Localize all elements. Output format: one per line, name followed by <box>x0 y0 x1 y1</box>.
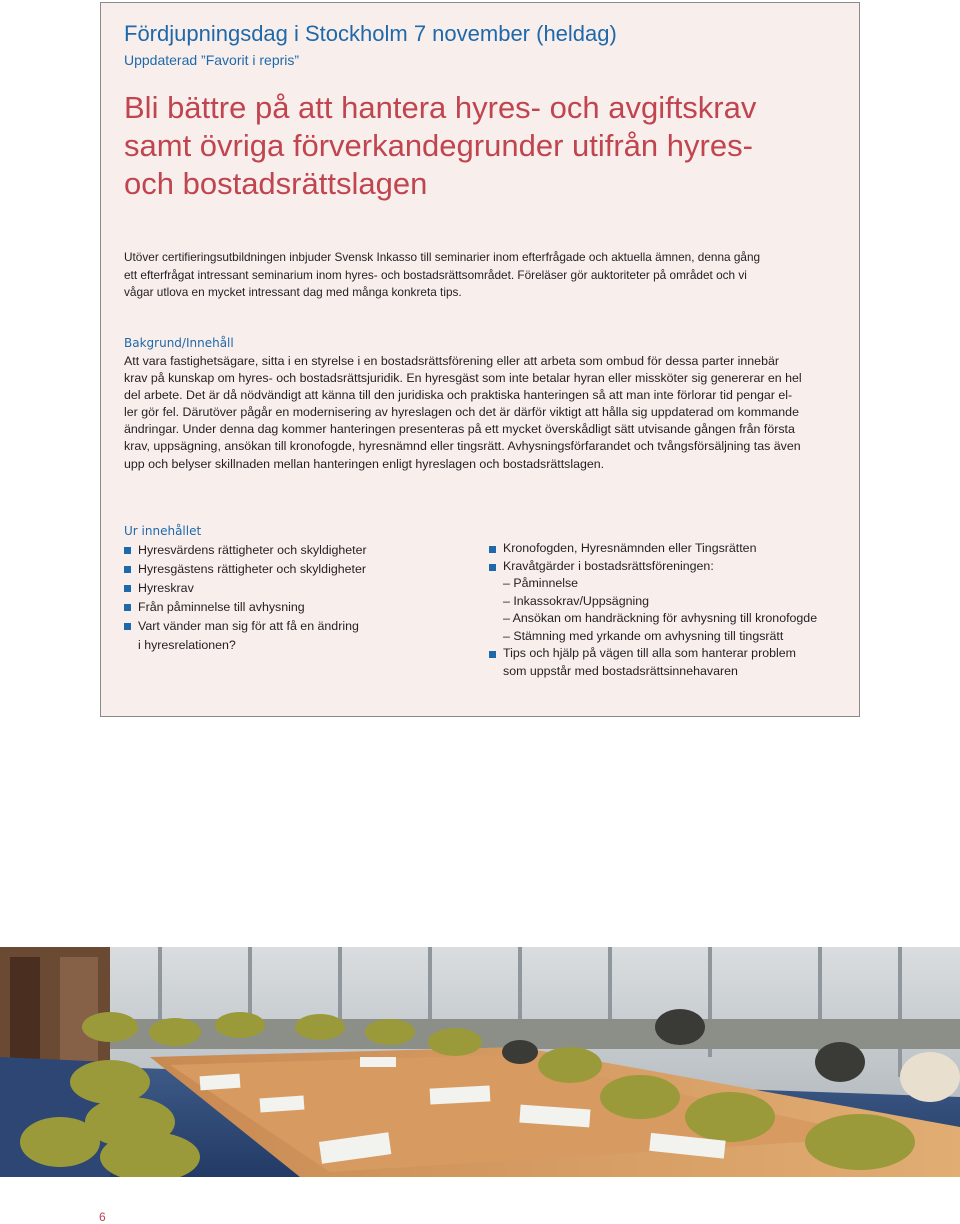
background-line: krav, uppsägning, ansökan till kronofogde, hyresnämnd eller tingsrätt. Avhysningsförfarandet och tvångsförsäljning tas även <box>124 439 801 454</box>
background-line: Att vara fastighetsägare, sitta i en styrelse i en bostadsrättsförening eller att arbeta som ombud för dessa parter innebär <box>124 354 779 368</box>
list-item-text: Hyreskrav <box>138 581 194 595</box>
content-list-left <box>124 541 454 655</box>
seminar-title-line: Bli bättre på att hantera hyres- och avgiftskrav <box>124 90 757 125</box>
content-list-right <box>489 540 859 680</box>
intro-line: vågar utlova en mycket intressant dag med många konkreta tips. <box>124 285 462 299</box>
list-item-text: som uppstår med bostadsrättsinnehavaren <box>503 663 738 678</box>
list-item <box>489 540 859 558</box>
list-subitem <box>489 593 859 611</box>
square-bullet-icon <box>489 564 496 571</box>
seminar-title-line: och bostadsrättslagen <box>124 166 428 201</box>
intro-line: Utöver certifieringsutbildningen inbjuder Svensk Inkasso till seminarier inom efterfrågade och aktuella ämnen, denna gång <box>124 250 761 264</box>
intro-paragraph <box>124 249 839 302</box>
list-subitem <box>489 575 859 593</box>
list-item-text: Tips och hjälp på vägen till alla som hanterar problem <box>503 646 796 660</box>
square-bullet-icon <box>124 585 131 592</box>
seminar-title <box>124 89 824 203</box>
list-subitem-text: – Inkassokrav/Uppsägning <box>503 593 650 608</box>
square-bullet-icon <box>489 651 496 658</box>
square-bullet-icon <box>124 604 131 611</box>
list-item <box>489 558 859 576</box>
background-line: del arbete. Det är då nödvändigt att känna till den juridiska och praktiska hanteringen så att man inte förlorar tid pengar el- <box>124 388 793 403</box>
event-card <box>100 2 860 717</box>
background-paragraph <box>124 353 840 473</box>
list-item-text: Hyresgästens rättigheter och skyldigheter <box>138 562 366 576</box>
list-item <box>124 617 454 636</box>
list-item <box>124 579 454 598</box>
square-bullet-icon <box>124 566 131 573</box>
background-line: krav på kunskap om hyres- och bostadsrättsjuridik. En hyresgäst som inte betalar hyran eller missköter sig genererar en hel <box>124 371 802 386</box>
list-item-text: Kravåtgärder i bostadsrättsföreningen: <box>503 558 714 573</box>
list-item <box>124 598 454 617</box>
list-subitem <box>489 610 859 628</box>
content-heading: Ur innehållet <box>124 524 202 538</box>
list-item-text: Från påminnelse till avhysning <box>138 600 305 614</box>
list-item-continuation <box>124 636 454 655</box>
list-item-text: Kronofogden, Hyresnämnden eller Tingsrätten <box>503 541 757 555</box>
list-item-text: i hyresrelationen? <box>138 638 236 652</box>
background-line: ler gör fel. Därutöver pågår en modernisering av hyreslagen och det är därför viktigt att hålla sig uppdaterad om kommande <box>124 405 799 420</box>
square-bullet-icon <box>489 546 496 553</box>
list-item <box>489 645 859 663</box>
intro-line: ett efterfrågat intressant seminarium inom hyres- och bostadsrättsområdet. Föreläser gör auktoriteter på området och vi <box>124 267 747 282</box>
event-title: Fördjupningsdag i Stockholm 7 november (heldag) <box>124 21 617 46</box>
list-item <box>124 560 454 579</box>
square-bullet-icon <box>124 547 131 554</box>
list-item-text: Vart vänder man sig för att få en ändring <box>138 619 359 633</box>
background-line: upp och belyser skillnaden mellan hanteringen enligt hyreslagen och bostadsrättslagen. <box>124 456 605 471</box>
list-item-text: Hyresvärdens rättigheter och skyldigheter <box>138 543 367 557</box>
list-subitem-text: – Stämning med yrkande om avhysning till tingsrätt <box>503 628 784 643</box>
page-number: 6 <box>99 1210 106 1224</box>
background-heading: Bakgrund/Innehåll <box>124 336 234 350</box>
list-item <box>124 541 454 560</box>
list-subitem <box>489 628 859 646</box>
event-subtitle: Uppdaterad ”Favorit i repris” <box>124 52 300 68</box>
square-bullet-icon <box>124 623 131 630</box>
conference-room-photo <box>0 947 960 1177</box>
list-subitem-text: – Ansökan om handräckning för avhysning till kronofogde <box>503 611 818 625</box>
list-subitem-text: – Påminnelse <box>503 576 579 590</box>
background-line: ändringar. Under denna dag kommer hanteringen presenteras på ett mycket överskådligt sätt utvisande gången från första <box>124 422 795 437</box>
list-item-continuation <box>489 663 859 681</box>
seminar-title-line: samt övriga förverkandegrunder utifrån hyres- <box>124 128 753 163</box>
